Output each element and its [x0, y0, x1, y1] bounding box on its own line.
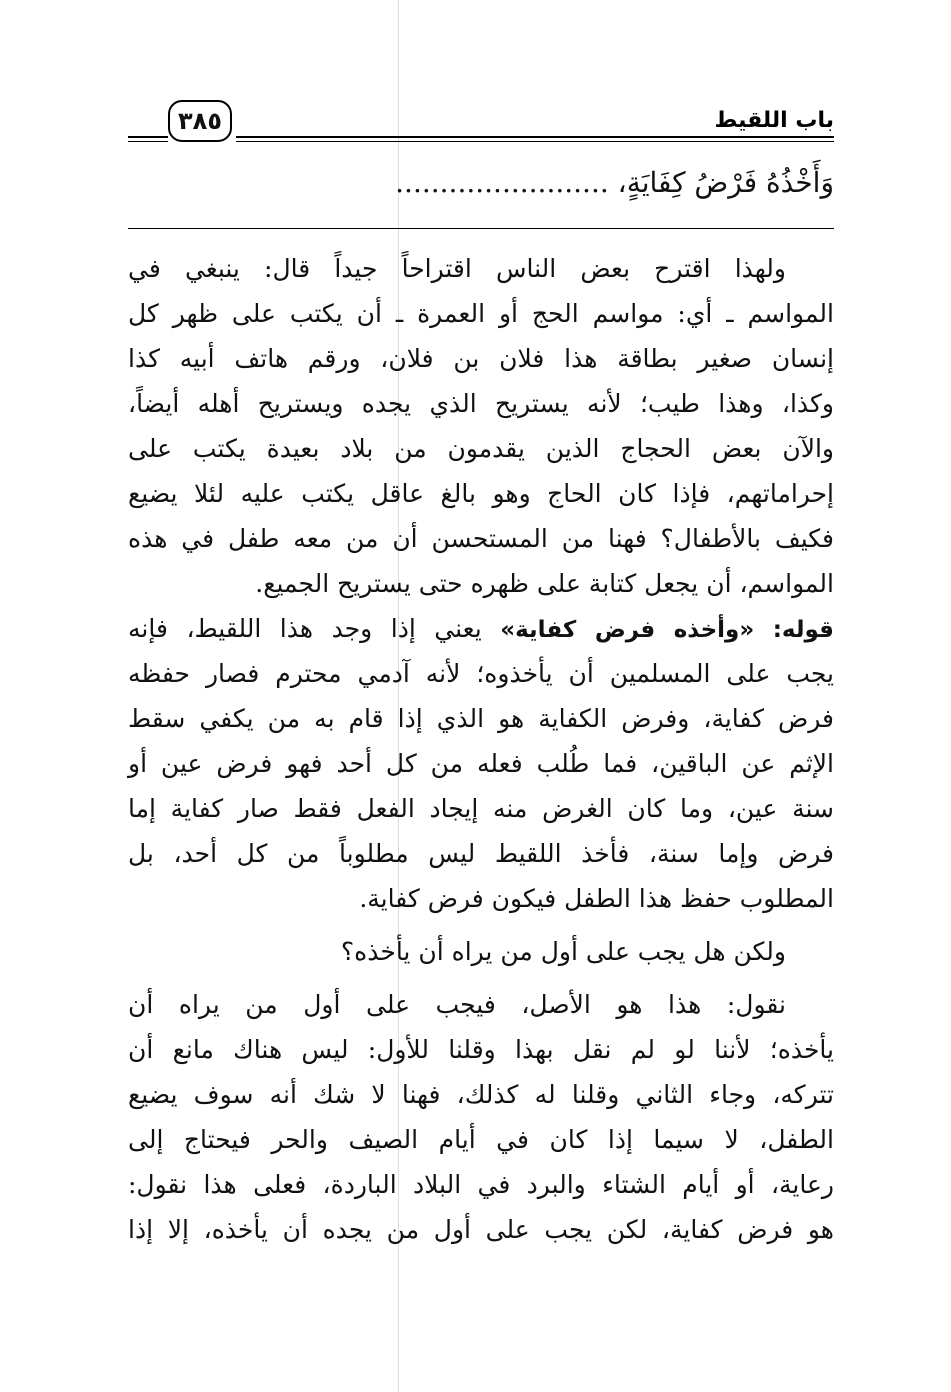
- text-line: ولكن هل يجب على أول من يراه أن يأخذه؟: [340, 937, 786, 966]
- text-line: تتركه، وجاء الثاني وقلنا له كذلك، فهنا لا شك أنه سوف يضيع: [128, 1080, 834, 1109]
- matn-quote: «وأخذه فرض كفاية»: [500, 617, 755, 643]
- paragraph-2: [128, 606, 834, 921]
- paragraph-1: [128, 246, 834, 606]
- text-line: رعاية، أو أيام الشتاء والبرد في البلاد الباردة، فعلى هذا نقول:: [128, 1170, 834, 1199]
- text-line: فكيف بالأطفال؟ فهنا من المستحسن أن من معه طفل في هذه: [128, 524, 834, 553]
- matn-text: وَأَخْذُهُ فَرْضُ كِفَايَةٍ،: [617, 166, 834, 199]
- header-rule-left: [128, 136, 168, 142]
- text-line: المطلوب حفظ هذا الطفل فيكون فرض كفاية.: [359, 884, 834, 913]
- text-line: سنة عين، وما كان الغرض منه إيجاد الفعل فقط صار كفاية إما: [128, 794, 834, 823]
- text-line: فرض وإما سنة، فأخذ اللقيط ليس مطلوباً من كل أحد، بل: [128, 839, 834, 868]
- text-line: [128, 606, 834, 651]
- qawluhu-label: قوله:: [772, 617, 834, 643]
- text-line: الإثم عن الباقين، فما طُلب فعله من كل أحد فهو فرض عين أو: [128, 749, 834, 778]
- paragraph-3: [128, 929, 834, 974]
- matn-line: [128, 158, 834, 208]
- text-line: الطفل، لا سيما إذا كان في أيام الصيف والحر فيحتاج إلى: [128, 1125, 834, 1154]
- text-line: والآن بعض الحجاج الذين يقدمون من بلاد بعيدة يكتب على: [128, 434, 834, 463]
- matn-divider: [128, 228, 834, 229]
- text-line: ولهذا اقترح بعض الناس اقتراحاً جيداً قال: ينبغي في: [128, 254, 786, 283]
- text-line: إحراماتهم، فإذا كان الحاج وهو بالغ عاقل يكتب عليه لئلا يضيع: [128, 479, 834, 508]
- text-line: المواسم ـ أي: مواسم الحج أو العمرة ـ أن يكتب على ظهر كل: [128, 299, 834, 328]
- commentary-body: [128, 246, 834, 1252]
- text-line: هو فرض كفاية، لكن يجب على أول من يجده أن يأخذه، إلا إذا: [128, 1215, 834, 1244]
- header-rule: [236, 136, 834, 142]
- text-line: فرض كفاية، وفرض الكفاية هو الذي إذا قام به من يكفي سقط: [128, 704, 834, 733]
- text-line: يأخذه؛ لأننا لو لم نقل بهذا وقلنا للأول: ليس هناك مانع أن: [128, 1035, 834, 1064]
- matn-dots: ........................: [395, 166, 609, 199]
- text-line: وكذا، وهذا طيب؛ لأنه يستريح الذي يجده ويستريح أهله أيضاً،: [128, 389, 834, 418]
- text-line: نقول: هذا هو الأصل، فيجب على أول من يراه أن: [128, 990, 786, 1019]
- text-line: المواسم، أن يجعل كتابة على ظهره حتى يستريح الجميع.: [255, 569, 834, 598]
- chapter-title: باب اللقيط: [714, 108, 834, 133]
- text-line: إنسان صغير بطاقة هذا فلان بن فلان، ورقم هاتف أبيه كذا: [128, 344, 834, 373]
- line-rest: يعني إذا وجد هذا اللقيط، فإنه: [128, 614, 482, 643]
- paragraph-4: [128, 982, 834, 1252]
- text-line: يجب على المسلمين أن يأخذوه؛ لأنه آدمي محترم فصار حفظه: [128, 659, 834, 688]
- page-number: ٣٨٥: [168, 100, 232, 142]
- page-header: [128, 96, 834, 152]
